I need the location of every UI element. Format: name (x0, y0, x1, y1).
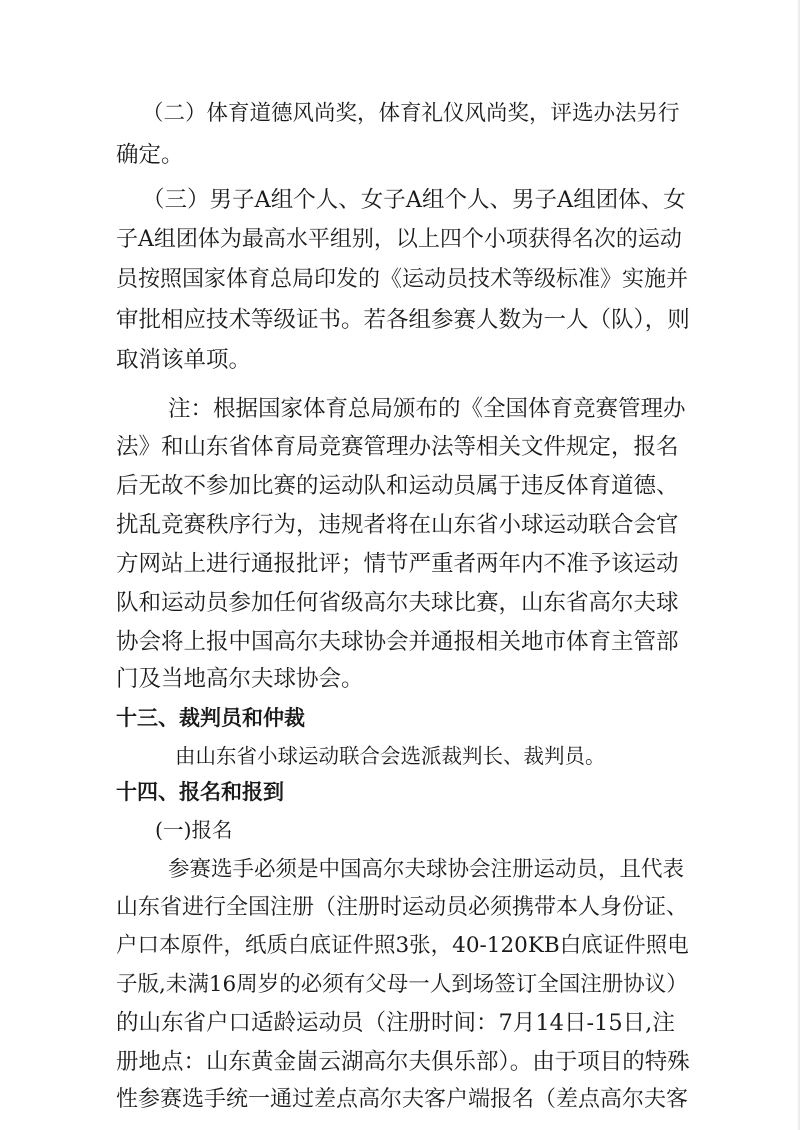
para-3-line-4: 审批相应技术等级证书。若各组参赛人数为一人（队），则 (116, 307, 690, 333)
note-line-5: 方网站上进行通报批评；情节严重者两年内不准予该运动 (116, 551, 679, 577)
section-14-line-7: 性参赛选手统一通过差点高尔夫客户端报名（差点高尔夫客 (116, 1087, 689, 1112)
note-line-6: 队和运动员参加任何省级高尔夫球比赛，山东省高尔夫球 (116, 590, 679, 616)
para-2-line-1: （二）体育道德风尚奖，体育礼仪风尚奖，评选办法另行 (142, 101, 680, 126)
note-line-2: 法》和山东省体育局竞赛管理办法等相关文件规定，报名 (116, 434, 679, 460)
section-14-line-3: 户口本原件，纸质白底证件照3张，40-120KB白底证件照电 (116, 933, 689, 958)
section-14-heading: 十四、报名和报到 (116, 780, 284, 804)
section-14-line-6: 册地点：山东黄金崮云湖高尔夫俱乐部）。由于项目的特殊 (116, 1049, 690, 1075)
para-3-line-3: 员按照国家体育总局印发的《运动员技术等级标准》实施并 (116, 267, 689, 292)
section-14-line-2: 山东省进行全国注册（注册时运动员必须携带本人身份证、 (116, 895, 689, 920)
para-2-line-2: 确定。 (116, 142, 184, 168)
note-line-7: 协会将上报中国高尔夫球协会并通报相关地市体育主管部 (116, 629, 679, 655)
para-3-line-1: （三）男子A组个人、女子A组个人、男子A组团体、女 (142, 187, 686, 213)
note-line-3: 后无故不参加比赛的运动队和运动员属于违反体育道德、 (116, 473, 679, 499)
section-14-line-5: 的山东省户口适龄运动员（注册时间：7月14日-15日,注 (116, 1010, 675, 1036)
section-14-line-1: 参赛选手必须是中国高尔夫球协会注册运动员，且代表 (168, 857, 685, 882)
note-line-1: 注：根据国家体育总局颁布的《全国体育竞赛管理办 (168, 396, 686, 422)
section-14-subheading: (一)报名 (155, 818, 233, 842)
note-line-4: 扰乱竞赛秩序行为，违规者将在山东省小球运动联合会官 (116, 512, 679, 538)
section-13-body: 由山东省小球运动联合会选派裁判长、裁判员。 (175, 744, 606, 768)
para-3-line-2: 子A组团体为最高水平组别，以上四个小项获得名次的运动 (116, 227, 682, 252)
para-3-line-5: 取消该单项。 (116, 347, 252, 373)
section-13-heading: 十三、裁判员和仲裁 (116, 706, 305, 730)
note-line-8: 门及当地高尔夫球协会。 (116, 666, 364, 692)
section-14-line-4: 子版,未满16周岁的必须有父母一人到场签订全国注册协议） (116, 972, 688, 997)
